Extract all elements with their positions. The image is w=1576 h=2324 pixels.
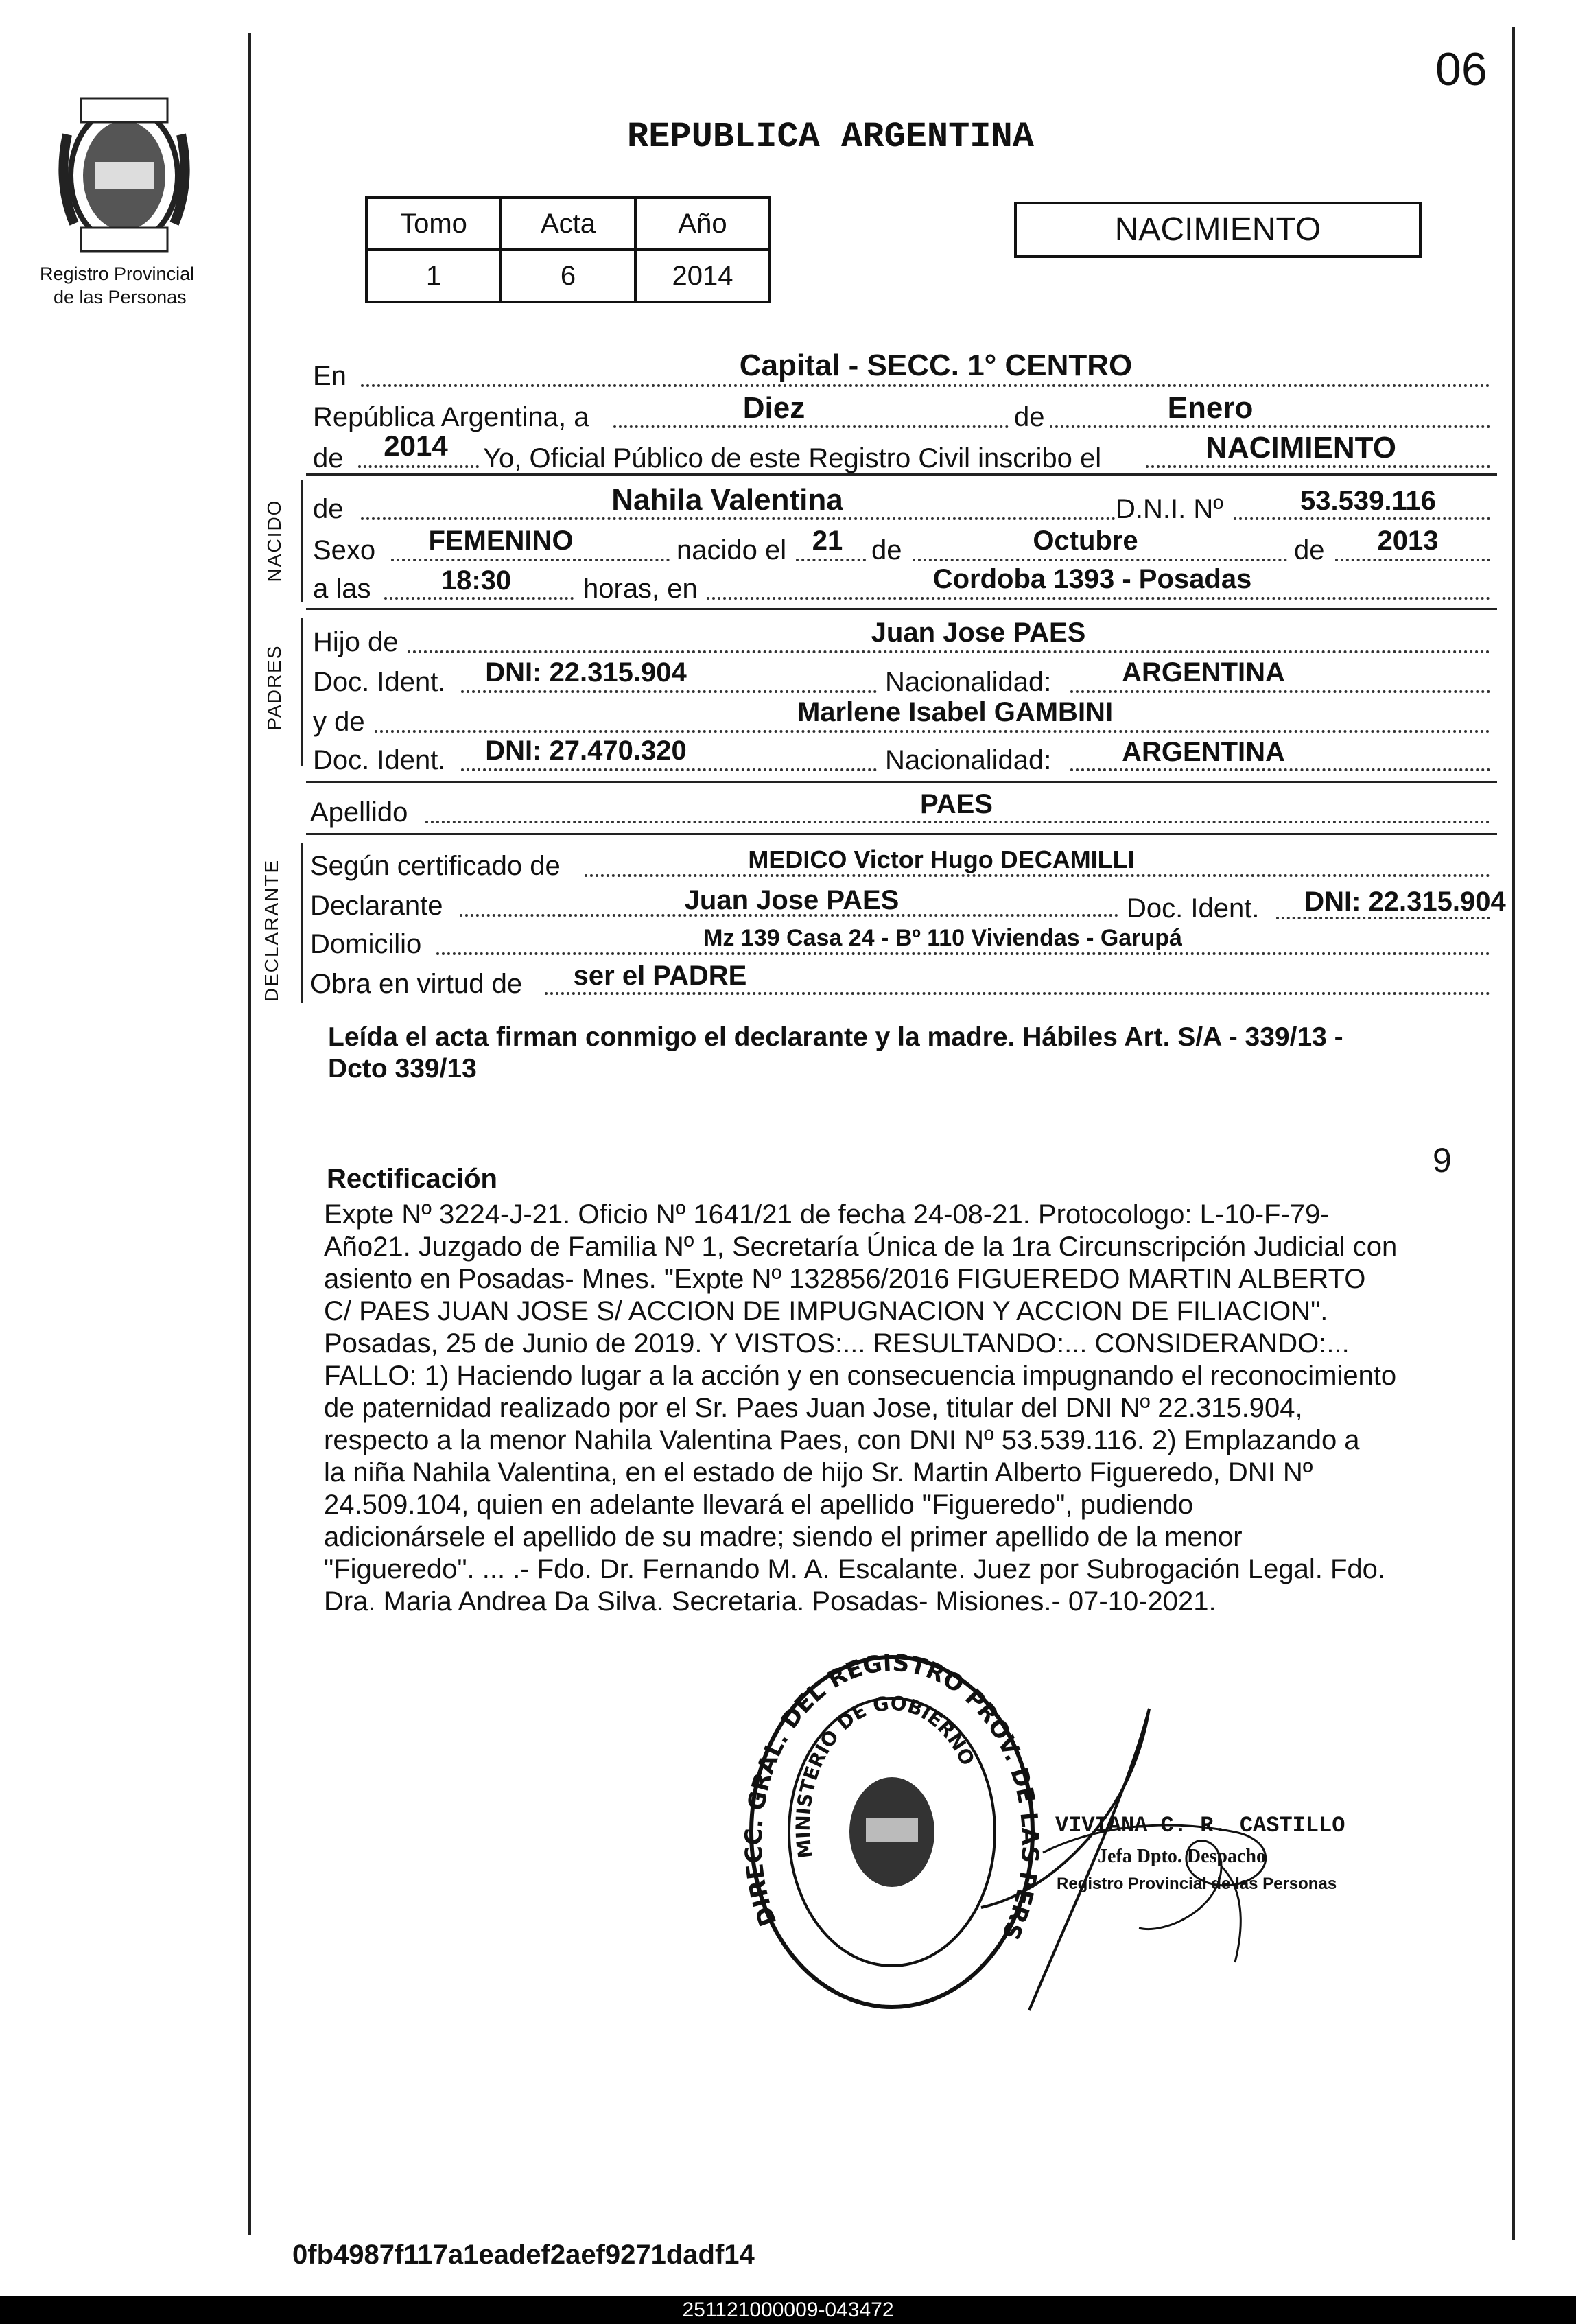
cert-dots (585, 874, 1490, 877)
republica-label: República Argentina, a (313, 402, 589, 432)
father-nationality: ARGENTINA (1122, 657, 1285, 688)
rectificacion-heading: Rectificación (327, 1164, 497, 1194)
rect-line: FALLO: 1) Haciendo lugar a la acción y en consecuencia impugnando el reconocimiento (324, 1361, 1397, 1391)
birth-day-dots (796, 559, 866, 561)
mother-nat-label: Nacionalidad: (885, 745, 1052, 775)
header-acta: Acta (501, 198, 635, 250)
obra-dots (545, 992, 1490, 995)
domicilio-value: Mz 139 Casa 24 - Bº 110 Viviendas - Garupá (703, 925, 1182, 951)
record-type: NACIMIENTO (1114, 211, 1321, 248)
closing-note-line1: Leída el acta firman conmigo el declarante y la madre. Hábiles Art. S/A - 339/13 - (328, 1022, 1343, 1052)
father-doc-dots (461, 690, 877, 693)
record-type-box (1014, 202, 1422, 258)
father-doc-label: Doc. Ident. (313, 667, 446, 697)
declarante-doc-label: Doc. Ident. (1127, 893, 1260, 924)
name-dots (361, 517, 1116, 520)
de-label-year: de (313, 443, 344, 473)
yo-label: Yo, Oficial Público de este Registro Civil inscribo el (483, 443, 1102, 473)
mother-nationality: ARGENTINA (1122, 737, 1285, 767)
de-label-intro: de (1014, 402, 1045, 432)
birth-month: Octubre (1033, 526, 1138, 556)
section-bar-nacido (301, 480, 303, 602)
cert-label: Según certificado de (310, 851, 561, 881)
rect-line: "Figueredo". ... .- Fdo. Dr. Fernando M. A. Escalante. Juez por Subrogación Legal. Fdo. (324, 1554, 1385, 1584)
rect-line: Posadas, 25 de Junio de 2019. Y VISTOS:... RESULTANDO:... CONSIDERANDO:... (324, 1328, 1350, 1359)
address-dots (707, 597, 1490, 600)
en-label: En (313, 361, 346, 391)
section-bar-declarante (301, 843, 303, 1003)
en-dots (361, 384, 1490, 387)
nacido-el-label: nacido el (677, 535, 787, 565)
father-dots (408, 650, 1490, 653)
y-de-label: y de (313, 707, 365, 737)
declarante-value: Juan Jose PAES (684, 885, 899, 915)
closing-note-line2: Dcto 339/13 (328, 1054, 477, 1083)
section-label-padres: PADRES (263, 644, 285, 731)
declarante-doc: DNI: 22.315.904 (1304, 887, 1506, 917)
nacido-de-label: de (313, 494, 344, 524)
rectificacion-number: 9 (1433, 1141, 1452, 1179)
value-acta: 6 (501, 250, 635, 302)
mother-dots (375, 730, 1490, 733)
domicilio-dots (436, 952, 1490, 955)
day-value: Diez (742, 391, 805, 425)
province-seal-logo (54, 93, 195, 257)
svg-text:MINISTERIO DE GOBIERNO: MINISTERIO DE GOBIERNO (791, 1691, 979, 1860)
section-bar-padres (301, 618, 303, 766)
signatory-name: VIVIANA C. R. CASTILLO (1055, 1813, 1345, 1838)
document-hash: 0fb4987f117a1eadef2aef9271dadf14 (292, 2240, 755, 2270)
birth-de-label-2: de (1294, 535, 1325, 565)
father-nat-label: Nacionalidad: (885, 667, 1052, 697)
record-dots (1146, 465, 1490, 468)
birth-de-label: de (871, 535, 902, 565)
section-label-declarante: DECLARANTE (261, 858, 282, 1002)
tomo-acta-anio-table (365, 196, 771, 303)
day-dots (613, 425, 1009, 428)
divider-1 (306, 473, 1497, 476)
time-dots (384, 597, 574, 600)
child-dni: 53.539.116 (1300, 486, 1436, 516)
apellido-label: Apellido (310, 797, 408, 828)
signatory-office: Registro Provincial de las Personas (1057, 1875, 1337, 1893)
year-value: 2014 (384, 430, 448, 462)
document-title: REPUBLICA ARGENTINA (627, 117, 1034, 157)
signatory-role: Jefa Dpto. Despacho (1098, 1846, 1266, 1867)
dni-dots (1234, 517, 1490, 520)
page-number: 06 (1435, 43, 1487, 95)
birth-year: 2013 (1377, 526, 1439, 556)
mother-doc-label: Doc. Ident. (313, 745, 446, 775)
apellido-value: PAES (920, 789, 993, 819)
declarante-label: Declarante (310, 891, 443, 921)
obra-value: ser el PADRE (573, 961, 747, 991)
section-label-nacido: NACIDO (263, 499, 285, 583)
mother-doc-dots (461, 768, 877, 771)
record-value: NACIMIENTO (1205, 431, 1396, 465)
birth-time: 18:30 (440, 565, 512, 596)
father-name: Juan Jose PAES (871, 618, 1086, 648)
left-margin-line (248, 33, 251, 2235)
value-anio: 2014 (635, 250, 770, 302)
declarante-doc-dots (1276, 917, 1490, 919)
logo-caption-line1: Registro Provincial (40, 263, 195, 284)
month-value: Enero (1167, 391, 1254, 425)
mother-name: Marlene Isabel GAMBINI (797, 697, 1114, 727)
cert-value: MEDICO Victor Hugo DECAMILLI (748, 845, 1135, 873)
header-tomo: Tomo (366, 198, 501, 250)
birth-address: Cordoba 1393 - Posadas (932, 564, 1252, 594)
rect-line: respecto a la menor Nahila Valentina Paes, con DNI Nº 53.539.116. 2) Emplazando a (324, 1425, 1360, 1455)
place-value: Capital - SECC. 1° CENTRO (739, 349, 1133, 382)
rect-line: C/ PAES JUAN JOSE S/ ACCION DE IMPUGNACION Y ACCION DE FILIACION". (324, 1296, 1328, 1326)
footer-id: 251121000009-043472 (682, 2299, 894, 2321)
month-dots (1050, 425, 1490, 428)
rect-line: Dra. Maria Andrea Da Silva. Secretaria. Posadas- Misiones.- 07-10-2021. (324, 1586, 1216, 1617)
birth-month-dots (913, 559, 1287, 561)
hijo-de-label: Hijo de (313, 627, 399, 657)
rect-line: Año21. Juzgado de Familia Nº 1, Secretaría Única de la 1ra Circunscripción Judicial con (324, 1232, 1398, 1262)
right-margin-line (1512, 27, 1515, 2240)
svg-text:DIRECC. GRAL. DEL REGISTRO PRO: DIRECC. GRAL. DEL REGISTRO PROV. DE LAS PERS (741, 1649, 1043, 1945)
birth-year-dots (1335, 559, 1490, 561)
year-dots (358, 465, 479, 468)
rect-line: 24.509.104, quien en adelante llevará el apellido "Figueredo", pudiendo (324, 1490, 1194, 1520)
obra-label: Obra en virtud de (310, 969, 523, 999)
alas-label: a las (313, 574, 371, 604)
sexo-dots (391, 559, 670, 561)
sexo-label: Sexo (313, 535, 376, 565)
father-doc: DNI: 22.315.904 (485, 657, 687, 688)
value-tomo: 1 (366, 250, 501, 302)
divider-3 (306, 781, 1497, 783)
divider-4 (306, 833, 1497, 835)
sexo-value: FEMENINO (428, 526, 574, 556)
header-anio: Año (635, 198, 770, 250)
rect-line: Expte Nº 3224-J-21. Oficio Nº 1641/21 de fecha 24-08-21. Protocologo: L-10-F-79- (324, 1199, 1330, 1230)
apellido-dots (425, 821, 1490, 823)
mother-nat-dots (1070, 768, 1490, 771)
rect-line: asiento en Posadas- Mnes. "Expte Nº 132856/2016 FIGUEREDO MARTIN ALBERTO (324, 1264, 1366, 1294)
rect-line: la niña Nahila Valentina, en el estado de hijo Sr. Martin Alberto Figueredo, DNI Nº (324, 1457, 1313, 1488)
child-name: Nahila Valentina (611, 483, 843, 517)
footer-bar (0, 2296, 1576, 2324)
rect-line: adicionársele el apellido de su madre; siendo el primer apellido de la menor (324, 1522, 1243, 1552)
father-nat-dots (1070, 690, 1490, 693)
domicilio-label: Domicilio (310, 929, 422, 959)
dni-label: D.N.I. Nº (1116, 494, 1223, 524)
rect-line: de paternidad realizado por el Sr. Paes Juan Jose, titular del DNI Nº 22.315.904, (324, 1393, 1303, 1423)
birth-day: 21 (812, 526, 843, 556)
mother-doc: DNI: 27.470.320 (485, 736, 687, 766)
horas-label: horas, en (583, 574, 698, 604)
logo-caption-line2: de las Personas (54, 287, 187, 307)
divider-2 (306, 608, 1497, 610)
